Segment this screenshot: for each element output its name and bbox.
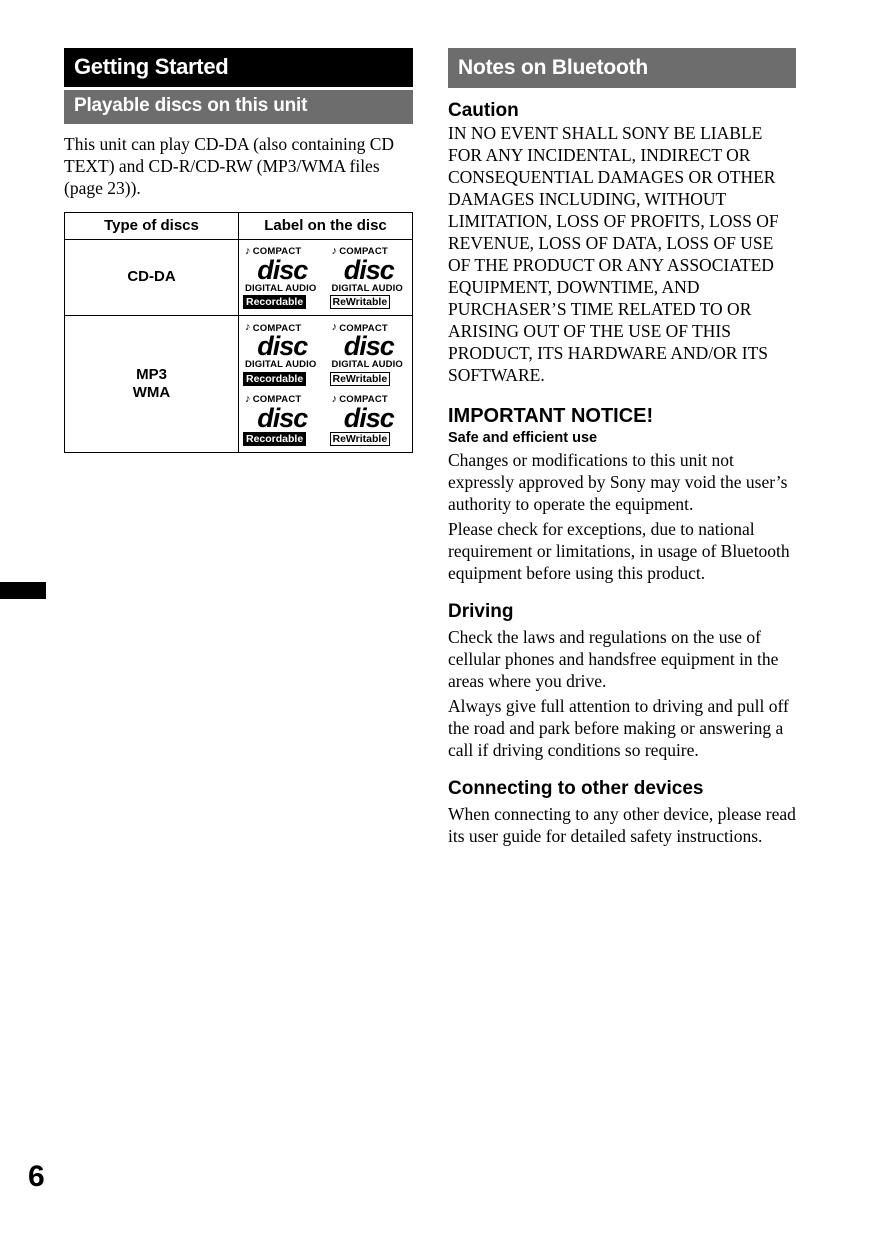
- safe-use-paragraph-2: Please check for exceptions, due to national requirement or limitations, in usage of Bluetooth equipment before using this product.: [448, 518, 790, 583]
- right-column: [448, 48, 796, 847]
- edge-thumb-marker: [0, 582, 46, 599]
- cd-logo-top-label: COMPACT: [339, 322, 388, 334]
- compact-disc-rewritable-logo: [326, 246, 413, 309]
- compact-disc-recordable-logo-plain: [239, 394, 326, 447]
- cd-logo-tag-recordable: Recordable: [243, 295, 306, 309]
- heading-driving: Driving: [448, 600, 514, 622]
- heading-caution: Caution: [448, 100, 519, 122]
- cd-logo-tag-rewritable: ReWritable: [330, 432, 391, 446]
- logo-row: [239, 246, 412, 309]
- column-header-label-on-the-disc: Label on the disc: [239, 212, 413, 239]
- disc-type-cd-da: CD-DA: [65, 239, 239, 315]
- safe-use-paragraph-1: Changes or modifications to this unit not expressly approved by Sony may void the user’s authority to operate the equipment.: [448, 449, 788, 514]
- playable-discs-table: [64, 212, 413, 454]
- cd-logo-top-label: COMPACT: [252, 246, 302, 258]
- table-row: [65, 316, 413, 453]
- connecting-paragraph: When connecting to any other device, please read its user guide for detailed safety instructions.: [448, 804, 796, 847]
- logo-row: [239, 322, 412, 385]
- music-note-icon: ♪: [331, 321, 338, 334]
- subsection-banner-playable-discs: Playable discs on this unit: [64, 90, 413, 124]
- cd-logo-disc-word: disc: [257, 331, 308, 362]
- section-banner-notes-on-bluetooth: Notes on Bluetooth: [448, 48, 796, 88]
- driving-paragraph-2: Always give full attention to driving and pull off the road and park before making or answering a call if driving conditions so require.: [448, 695, 789, 761]
- compact-disc-rewritable-logo-plain: [326, 394, 413, 447]
- music-note-icon: ♪: [245, 244, 251, 257]
- cd-logo-tag-rewritable: ReWritable: [330, 295, 391, 309]
- logo-row: [239, 394, 412, 447]
- driving-paragraph-1: Check the laws and regulations on the use of cellular phones and handsfree equipment in the areas where you drive.: [448, 626, 779, 691]
- caution-body-text: IN NO EVENT SHALL SONY BE LIABLE FOR ANY INCIDENTAL, INDIRECT OR CONSEQUENTIAL DAMAGES OR OTHER DAMAGES INCLUDING, WITHOUT LIMITATION, LOSS OF PROFITS, LOSS OF REVENUE, LOSS OF DATA, LOSS OF USE OF THE PRODUCT OR ANY ASSOCIATED EQUIPMENT, DOWNTIME, AND PURCHASER’S TIME RELATED TO OR ARISING OUT OF THE USE OF THIS PRODUCT, ITS HARDWARE AND/OR ITS SOFTWARE.: [448, 123, 779, 385]
- left-column: [64, 48, 413, 453]
- table-header-row: [65, 212, 413, 239]
- cd-logo-disc-word: disc: [257, 254, 308, 285]
- cd-logo-disc-word: disc: [343, 254, 394, 285]
- cd-logo-top-label: COMPACT: [252, 322, 302, 334]
- table-row: [65, 239, 413, 315]
- compact-disc-recordable-logo: [239, 246, 326, 309]
- cd-logo-disc-word: disc: [257, 402, 308, 433]
- section-banner-getting-started: Getting Started: [64, 48, 413, 87]
- cd-logo-bottom-label: DIGITAL AUDIO: [245, 359, 317, 370]
- cd-logo-disc-word: disc: [343, 402, 394, 433]
- compact-disc-recordable-logo: [239, 322, 326, 385]
- cd-logo-tag-recordable: Recordable: [243, 372, 306, 386]
- music-note-icon: ♪: [331, 392, 338, 405]
- cd-logo-tag-recordable: Recordable: [243, 432, 306, 446]
- cd-logo-disc-word: disc: [343, 331, 394, 362]
- heading-safe-and-efficient-use: Safe and efficient use: [448, 429, 598, 446]
- page-number: 6: [28, 1160, 45, 1193]
- music-note-icon: ♪: [331, 244, 338, 257]
- cd-logo-tag-rewritable: ReWritable: [330, 372, 391, 386]
- playable-discs-intro-text: This unit can play CD-DA (also containing CD TEXT) and CD-R/CD-RW (MP3/WMA files (page 23)).: [64, 133, 395, 198]
- cd-logo-bottom-label: DIGITAL AUDIO: [245, 282, 317, 294]
- disc-type-mp3-wma: MP3 WMA: [65, 316, 239, 453]
- cd-logo-top-label: COMPACT: [339, 246, 388, 258]
- disc-labels-cd-da: [239, 239, 413, 315]
- heading-connecting-to-other-devices: Connecting to other devices: [448, 778, 704, 800]
- column-header-type-of-discs: Type of discs: [65, 212, 239, 239]
- disc-labels-mp3-wma: [239, 316, 413, 453]
- compact-disc-rewritable-logo: [326, 322, 413, 385]
- cd-logo-bottom-label: DIGITAL AUDIO: [331, 359, 403, 370]
- heading-important-notice: IMPORTANT NOTICE!: [448, 404, 654, 427]
- music-note-icon: ♪: [245, 321, 251, 334]
- cd-logo-top-label: COMPACT: [339, 394, 388, 406]
- cd-logo-bottom-label: DIGITAL AUDIO: [331, 282, 403, 294]
- music-note-icon: ♪: [245, 392, 251, 405]
- cd-logo-top-label: COMPACT: [252, 394, 302, 406]
